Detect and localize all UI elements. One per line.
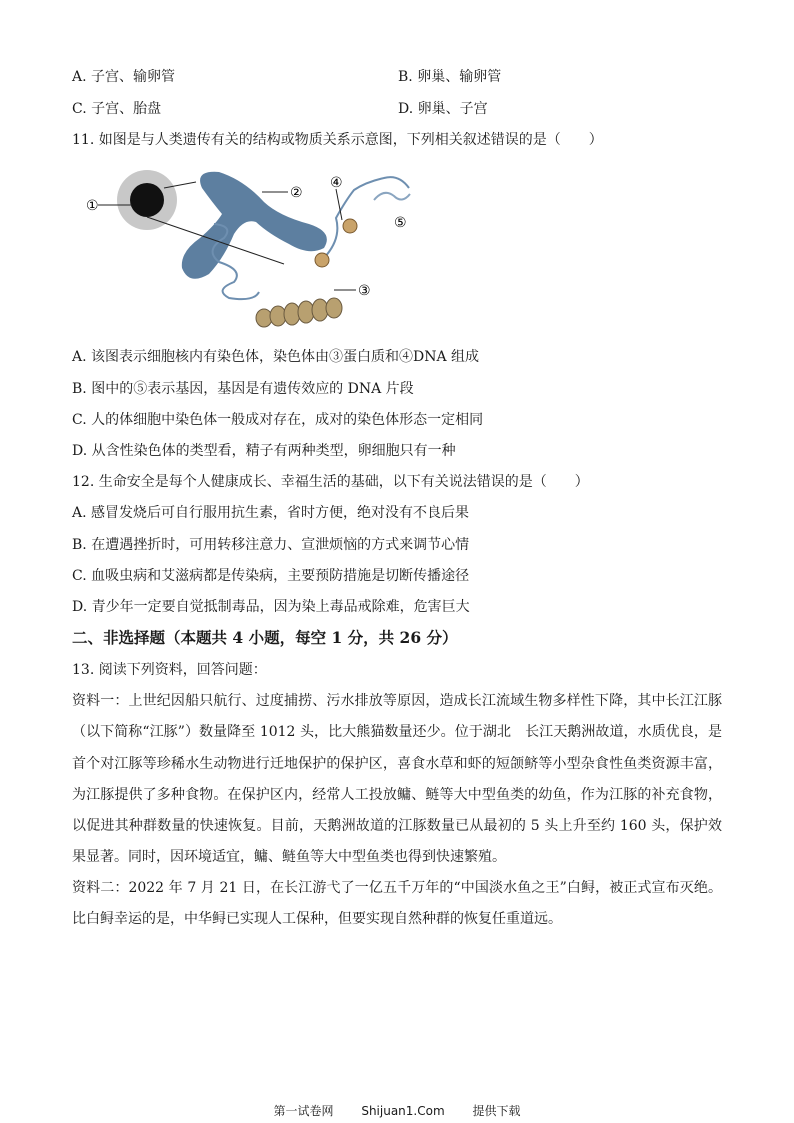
q10-option-c: C. 子宫、胎盘	[72, 101, 162, 117]
dna-double-helix	[374, 193, 410, 200]
q12-option-d: D. 青少年一定要自觉抵制毒品，因为染上毒品戒除难，危害巨大	[72, 599, 470, 615]
q10-option-a: A. 子宫、输卵管	[72, 69, 176, 85]
nucleosome-chain	[256, 298, 342, 327]
q11-option-c: C. 人的体细胞中染色体一般成对存在，成对的染色体形态一定相同	[72, 412, 484, 428]
q10-option-b: B. 卵巢、输卵管	[398, 69, 502, 85]
histone-bead-4	[343, 219, 357, 233]
q12-option-b: B. 在遭遇挫折时，可用转移注意力、宣泄烦恼的方式来调节心情	[72, 537, 470, 553]
q10-option-d: D. 卵巢、子宫	[398, 101, 488, 117]
q12-option-a: A. 感冒发烧后可自行服用抗生素，省时方便，绝对没有不良后果	[72, 505, 470, 521]
label-4: ④	[330, 175, 343, 191]
histone-bead	[315, 253, 329, 267]
label-2: ②	[290, 185, 303, 201]
q11-option-a: A. 该图表示细胞核内有染色体，染色体由③蛋白质和④DNA 组成	[72, 349, 480, 365]
chromosome-diagram	[84, 160, 424, 340]
q11-option-d: D. 从含性染色体的类型看，精子有两种类型，卵细胞只有一种	[72, 443, 456, 459]
q12-stem: 12. 生命安全是每个人健康成长、幸福生活的基础，以下有关说法错误的是（ ）	[72, 474, 589, 490]
page-footer	[0, 1102, 794, 1119]
footer-url: Shijuan1.Com	[361, 1104, 445, 1118]
footer-note: 提供下载	[472, 1104, 521, 1118]
label-3: ③	[358, 283, 371, 299]
section-heading: 二、非选择题（本题共 4 小题，每空 1 分，共 26 分）	[72, 628, 458, 647]
nucleus-circle	[130, 183, 164, 217]
footer-site: 第一试卷网	[273, 1104, 334, 1118]
q13-material-1: 资料一：上世纪因船只航行、过度捕捞、污水排放等原因，造成长江流域生物多样性下降，其中长江江豚（以下简称“江豚”）数量降至 1012 头，比大熊猫数量还少。位于湖北 长江天鹅洲故道，水质优良，是首个对江豚等珍稀水生动物进行迁地保护的保护区，喜食水草和虾的短颌鲚等小型杂食性鱼类资源丰富，为江豚提供了多种食物。在保护区内，经常人工投放鳙、鲢等大中型鱼类的幼鱼，作为江豚的补充食物，以促进其种群数量的快速恢复。目前，天鹅洲故道的江豚数量已从最初的 5 头上升至约 160 头，保护效果显著。同时，因环境适宜，鳙、鲢鱼等大中型鱼类也得到快速繁殖。	[72, 693, 722, 866]
chromosome-shape	[182, 172, 327, 279]
q13-stem: 13. 阅读下列资料，回答问题：	[72, 662, 267, 678]
q11-stem: 11. 如图是与人类遗传有关的结构或物质关系示意图，下列相关叙述错误的是（ ）	[72, 132, 603, 148]
q11-option-b: B. 图中的⑤表示基因，基因是有遗传效应的 DNA 片段	[72, 381, 414, 397]
q12-option-c: C. 血吸虫病和艾滋病都是传染病，主要预防措施是切断传播途径	[72, 568, 470, 584]
label-5: ⑤	[394, 215, 407, 231]
q13-material-2: 资料二：2022 年 7 月 21 日，在长江游弋了一亿五千万年的“中国淡水鱼之王”白鲟，被正式宣布灭绝。比白鲟幸运的是，中华鲟已实现人工保种，但要实现自然种群的恢复任重道远。	[72, 880, 722, 928]
label-1: ①	[86, 198, 99, 214]
